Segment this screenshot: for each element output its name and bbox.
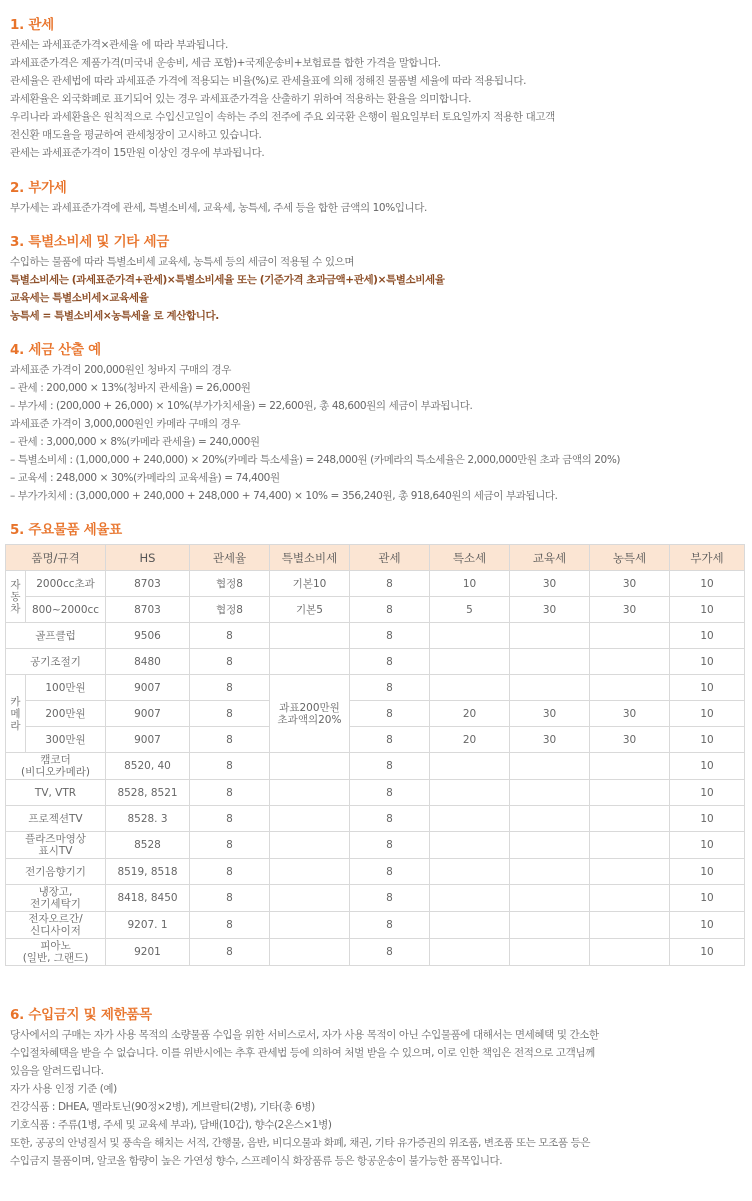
agri-tax-value [590,912,670,939]
vat-value: 10 [670,597,745,623]
tariff-rate: 8 [190,832,270,859]
education-tax-value [510,753,590,780]
text-line: 수입하는 물품에 따라 특별소비세 교육세, 농특세 등의 세금이 적용될 수 있으며 [10,256,355,268]
text-line: 또한, 공공의 안녕질서 및 풍속을 해치는 서적, 간행물, 음반, 비디오물과 화폐, 채권, 기타 유가증권의 위조품, 변조품 또는 모조품 등은 [10,1137,591,1149]
special-consumption-value [430,832,510,859]
text-line: – 관세 : 200,000 × 13%(청바지 관세율) = 26,000원 [10,382,251,394]
special-consumption-value [430,939,510,966]
section-heading: 6. 수입금지 및 제한품목 [10,1007,152,1023]
tariff-rate: 8 [190,806,270,832]
customs-value: 8 [350,885,430,912]
agri-tax-value [590,780,670,806]
text-line: – 부가가치세 : (3,000,000 + 240,000 + 248,000 + 74,400) × 10% = 356,240원, 총 918,640원의 세금이 부과됩니다. [10,490,558,502]
column-header: 특별소비세 [270,545,350,571]
item-name: 냉장고, 전기세탁기 [6,885,106,912]
special-tax-rate [270,753,350,780]
customs-value: 8 [350,623,430,649]
section-rate-table [10,521,744,541]
vat-value: 10 [670,885,745,912]
item-name: 프로젝션TV [6,806,106,832]
special-consumption-value: 20 [430,701,510,727]
agri-tax-value [590,832,670,859]
hs-code: 9007 [106,701,190,727]
item-spec: 300만원 [26,727,106,753]
group-label-camera: 카메라 [6,675,26,753]
group-label-car: 자동차 [6,571,26,623]
tariff-rate: 8 [190,701,270,727]
column-header: HS [106,545,190,571]
special-tax-rate [270,832,350,859]
special-consumption-value [430,806,510,832]
text-line: 있음을 알려드립니다. [10,1065,104,1077]
customs-value: 8 [350,571,430,597]
text-line: 과세환율은 외국화폐로 표기되어 있는 경우 과세표준가격을 산출하기 위하여 적용하는 환율을 의미합니다. [10,93,472,105]
text-line: 수입절차혜택을 받을 수 없습니다. 이를 위반시에는 추후 관세법 등에 의하여 처벌 받을 수 있으며, 이로 인한 책임은 전적으로 고객님께 [10,1047,595,1059]
tax-rate-table [5,544,745,966]
text-line: 관세는 과세표준가격이 15만원 이상인 경우에 부과됩니다. [10,147,265,159]
item-name: 전자오르간/ 신디사이저 [6,912,106,939]
education-tax-value [510,675,590,701]
education-tax-value [510,649,590,675]
agri-tax-value [590,939,670,966]
table-row [6,780,745,806]
tariff-rate: 8 [190,912,270,939]
column-header: 관세 [350,545,430,571]
special-consumption-value [430,675,510,701]
item-spec: 200만원 [26,701,106,727]
hs-code: 9007 [106,675,190,701]
text-line: – 관세 : 3,000,000 × 8%(카메라 관세율) = 240,000원 [10,436,260,448]
education-tax-value [510,859,590,885]
text-line: 과세표준 가격이 200,000원인 청바지 구매의 경우 [10,364,231,376]
hs-code: 8480 [106,649,190,675]
section-heading: 3. 특별소비세 및 기타 세금 [10,234,169,250]
customs-value: 8 [350,780,430,806]
section-customs [10,16,744,162]
special-tax-rate [270,912,350,939]
column-header: 품명/규격 [6,545,106,571]
hs-code: 8703 [106,597,190,623]
hs-code: 8520, 40 [106,753,190,780]
item-name: 피아노 (일반, 그랜드) [6,939,106,966]
text-line: – 특별소비세 : (1,000,000 + 240,000) × 20%(카메라 특소세율) = 248,000원 (카메라의 특소세율은 2,000,000만원 초과 금액의 20%) [10,454,621,466]
text-line: 전신환 매도율을 평균하여 관세청장이 고시하고 있습니다. [10,129,262,141]
education-tax-value [510,939,590,966]
tariff-rate: 8 [190,939,270,966]
tariff-rate: 8 [190,623,270,649]
section-heading: 5. 주요물품 세율표 [10,522,122,538]
table-row [6,675,745,701]
section-prohibited-items [10,1006,744,1170]
section-heading: 4. 세금 산출 예 [10,342,101,358]
table-row [6,832,745,859]
vat-value: 10 [670,912,745,939]
column-header: 농특세 [590,545,670,571]
text-line: 관세율은 관세법에 따라 과세표준 가격에 적용되는 비율(%)로 관세율표에 의해 정해진 물품별 세율에 따라 적용됩니다. [10,75,527,87]
hs-code: 8703 [106,571,190,597]
agri-tax-value [590,623,670,649]
item-spec: 2000cc초과 [26,571,106,597]
text-line: – 교육세 : 248,000 × 30%(카메라의 교육세율) = 74,400원 [10,472,280,484]
special-tax-rate [270,859,350,885]
table-row [6,701,745,727]
customs-value: 8 [350,675,430,701]
tariff-rate: 8 [190,753,270,780]
special-consumption-value [430,753,510,780]
text-line: 자가 사용 인정 기준 (예) [10,1083,117,1095]
special-consumption-value [430,780,510,806]
education-tax-value: 30 [510,701,590,727]
hs-code: 9201 [106,939,190,966]
agri-tax-value: 30 [590,727,670,753]
tariff-rate: 8 [190,727,270,753]
special-consumption-value [430,912,510,939]
text-line: 당사에서의 구매는 자가 사용 목적의 소량물품 수입을 위한 서비스로서, 자가 사용 목적이 아닌 수입물품에 대해서는 면세혜택 및 간소한 [10,1029,599,1041]
item-name: 공기조절기 [6,649,106,675]
special-consumption-value [430,859,510,885]
education-tax-value: 30 [510,571,590,597]
vat-value: 10 [670,701,745,727]
text-line: 과세표준 가격이 3,000,000원인 카메라 구매의 경우 [10,418,241,430]
education-tax-value [510,623,590,649]
table-row [6,649,745,675]
hs-code: 8528, 8521 [106,780,190,806]
text-line: 과세표준가격은 제품가격(미국내 운송비, 세금 포함)+국제운송비+보험료를 합한 가격을 말합니다. [10,57,441,69]
agri-tax-value [590,675,670,701]
agri-tax-value: 30 [590,701,670,727]
section-special-tax [10,233,744,325]
education-tax-value: 30 [510,727,590,753]
vat-value: 10 [670,571,745,597]
customs-value: 8 [350,701,430,727]
tariff-rate: 협정8 [190,571,270,597]
special-tax-rate [270,623,350,649]
agri-tax-value [590,806,670,832]
agri-tax-value: 30 [590,571,670,597]
table-row [6,753,745,780]
table-row [6,885,745,912]
special-tax-rate [270,939,350,966]
vat-value: 10 [670,806,745,832]
section-vat [10,179,744,217]
table-header-row [6,545,745,571]
vat-value: 10 [670,623,745,649]
special-tax-rate [270,806,350,832]
hs-code: 9506 [106,623,190,649]
item-name: TV, VTR [6,780,106,806]
special-consumption-value [430,623,510,649]
column-header: 부가세 [670,545,745,571]
text-line: 기호식품 : 주류(1병, 주세 및 교육세 부과), 담배(10갑), 향수(2온스×1병) [10,1119,332,1131]
education-tax-value [510,806,590,832]
tariff-rate: 협정8 [190,597,270,623]
special-consumption-value [430,649,510,675]
special-consumption-value [430,885,510,912]
education-tax-value [510,912,590,939]
customs-value: 8 [350,832,430,859]
table-row [6,571,745,597]
agri-tax-value [590,649,670,675]
section-heading: 1. 관세 [10,17,54,33]
item-name: 캠코더 (비디오카메라) [6,753,106,780]
agri-tax-value [590,859,670,885]
table-row [6,939,745,966]
tariff-rate: 8 [190,649,270,675]
formula-line: 농특세 = 특별소비세×농특세율 로 계산합니다. [10,310,219,322]
vat-value: 10 [670,832,745,859]
hs-code: 9007 [106,727,190,753]
special-consumption-value: 10 [430,571,510,597]
text-line: 부가세는 과세표준가격에 관세, 특별소비세, 교육세, 농특세, 주세 등을 합한 금액의 10%입니다. [10,202,427,214]
table-row [6,859,745,885]
special-tax-rate: 기본5 [270,597,350,623]
item-spec: 100만원 [26,675,106,701]
text-line: 수입금지 물품이며, 알코올 함량이 높은 가연성 향수, 스프레이식 화장품류 등은 항공운송이 불가능한 품목입니다. [10,1155,503,1167]
item-name: 플라즈마영상 표시TV [6,832,106,859]
special-consumption-value: 20 [430,727,510,753]
text-line: – 부가세 : (200,000 + 26,000) × 10%(부가가치세율) = 22,600원, 총 48,600원의 세금이 부과됩니다. [10,400,473,412]
customs-value: 8 [350,649,430,675]
customs-value: 8 [350,597,430,623]
section-tax-example [10,341,744,505]
vat-value: 10 [670,753,745,780]
tariff-rate: 8 [190,859,270,885]
special-tax-rate [270,780,350,806]
text-line: 우리나라 과세환율은 원칙적으로 수입신고일이 속하는 주의 전주에 주요 외국환 은행이 월요일부터 토요일까지 적용한 대고객 [10,111,555,123]
table-row [6,806,745,832]
education-tax-value [510,780,590,806]
hs-code: 8519, 8518 [106,859,190,885]
vat-value: 10 [670,780,745,806]
agri-tax-value [590,753,670,780]
hs-code: 8418, 8450 [106,885,190,912]
vat-value: 10 [670,675,745,701]
item-spec: 800~2000cc [26,597,106,623]
item-name: 전기음향기기 [6,859,106,885]
column-header: 교육세 [510,545,590,571]
special-tax-rate [270,885,350,912]
text-line: 관세는 과세표준가격×관세율 에 따라 부과됩니다. [10,39,228,51]
table-row [6,623,745,649]
vat-value: 10 [670,727,745,753]
vat-value: 10 [670,939,745,966]
item-name: 골프클럽 [6,623,106,649]
tariff-rate: 8 [190,885,270,912]
vat-value: 10 [670,859,745,885]
tariff-rate: 8 [190,675,270,701]
agri-tax-value: 30 [590,597,670,623]
special-tax-rate [270,649,350,675]
tariff-rate: 8 [190,780,270,806]
customs-value: 8 [350,859,430,885]
text-line: 건강식품 : DHEA, 멜라토닌(90정×2병), 게브랄티(2병), 기타(총 6병) [10,1101,315,1113]
customs-value: 8 [350,753,430,780]
customs-value: 8 [350,806,430,832]
hs-code: 9207. 1 [106,912,190,939]
special-tax-rate: 기본10 [270,571,350,597]
hs-code: 8528 [106,832,190,859]
customs-value: 8 [350,912,430,939]
table-row [6,727,745,753]
column-header: 관세율 [190,545,270,571]
table-row [6,597,745,623]
formula-line: 특별소비세는 (과세표준가격+관세)×특별소비세율 또는 (기준가격 초과금액+관세)×특별소비세율 [10,274,445,286]
vat-value: 10 [670,649,745,675]
customs-value: 8 [350,939,430,966]
education-tax-value: 30 [510,597,590,623]
customs-value: 8 [350,727,430,753]
hs-code: 8528. 3 [106,806,190,832]
education-tax-value [510,832,590,859]
agri-tax-value [590,885,670,912]
column-header: 특소세 [430,545,510,571]
formula-line: 교육세는 특별소비세×교육세율 [10,292,149,304]
education-tax-value [510,885,590,912]
special-consumption-value: 5 [430,597,510,623]
section-heading: 2. 부가세 [10,180,67,196]
camera-special-tax: 과표200만원 초과액의20% [270,675,350,753]
table-row [6,912,745,939]
